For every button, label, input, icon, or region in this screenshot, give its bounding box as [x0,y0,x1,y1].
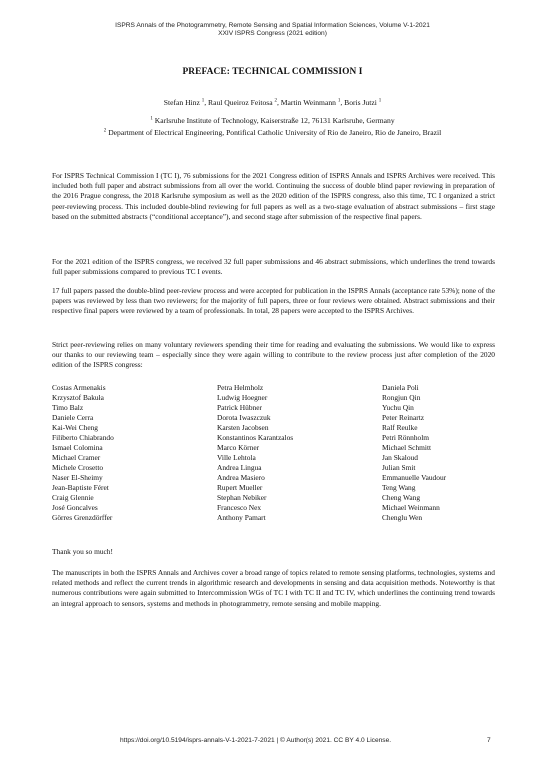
reviewer-name: Karsten Jacobsen [217,423,269,432]
reviewer-name: Görres Grenzdörffer [52,513,113,522]
reviewer-name: Jean-Baptiste Féret [52,483,109,492]
reviewer-name: Daniele Cerra [52,413,94,422]
reviewer-name: Costas Armenakis [52,383,106,392]
reviewer-name: Chenglu Wen [382,513,423,522]
reviewer-name: Marco Körner [217,443,260,452]
author: Raul Queiroz Feitosa $^2$, [208,98,281,107]
paper-title: PREFACE: TECHNICAL COMMISSION I [182,67,363,77]
reviewer-name: Michele Crosetto [52,463,104,472]
reviewer-column-3 [382,383,495,523]
page-number: 7 [487,737,491,744]
paragraph-review-results: 17 full papers passed the double-blind peer-review process and were accepted for publication in the ISPRS Annals (acceptance rate 53%); none of the papers was reviewed by less than two reviewers; for the majority of full papers, three or four reviews were obtained. Abstract submissions and their respective final papers were reviewed by a team of professionals. In total, 28 papers were accepted to the ISPRS Archives. [52,286,495,316]
paragraph-submissions: For ISPRS Technical Commission I (TC I), 76 submissions for the 2021 Congress edition of ISPRS Annals and ISPRS Archives were received. This included both full paper and abstract submissions from all over the world. Continuing the success of double blind paper reviewing in preparation of the 2016 Prague congress, the 2018 Karlsruhe symposium as well as the 2020 edition of the ISPRS congress, also this time, TC I organized a strict peer-reviewing process. This included double-blind reviewing for full papers as well as a two-stage evaluation of abstract submissions – first stage based on the submitted abstracts (“conditional acceptance”), and second stage after submission of the respective final papers. [52,171,495,221]
reviewer-name: Teng Wang [382,483,416,492]
reviewer-name: Andrea Masiero [217,473,265,482]
reviewer-name: Anthony Pamart [217,513,266,522]
reviewer-name: Dorota Iwaszczuk [217,413,271,422]
author-list [0,98,545,107]
running-header [0,22,545,39]
reviewer-name: Michael Schmitt [382,443,432,452]
reviewer-name: Daniela Poli [382,383,419,392]
reviewer-name: Francesco Nex [217,503,262,512]
reviewer-column-2 [217,383,382,523]
reviewer-name: Ismael Colomina [52,443,103,452]
reviewer-name: Naser El-Sheimy [52,473,103,482]
affiliation-1: $^1$ Karlsruhe Institute of Technology, Kaiserstraße 12, 76131 Karlsruhe, Germany [150,116,395,125]
reviewer-name: Jan Skaloud [382,453,418,462]
reviewer-name: Cheng Wang [382,493,421,502]
reviewer-name: Krzysztof Bakuła [52,393,104,402]
reviewer-name: Timo Balz [52,403,84,412]
reviewer-name: Emmanuelle Vaudour [382,473,447,482]
affiliation-2: $^2$ Department of Electrical Engineering, Pontifical Catholic University of Rio de Janeiro, Rio de Janeiro, Brazil [103,128,442,137]
header-line-congress: XXIV ISPRS Congress (2021 edition) [218,30,327,38]
reviewer-list [52,383,495,523]
paragraph-2021-edition: For the 2021 edition of the ISPRS congress, we received 32 full paper submissions and 46 abstract submissions, which underlines the trend towards full paper submissions compared to previous TC I events. [52,257,495,277]
reviewer-name: Yuchu Qin [382,403,414,412]
reviewer-name: Ville Lehtola [217,453,256,462]
reviewer-name: Petra Helmholz [217,383,264,392]
reviewer-name: Michael Cramer [52,453,101,462]
reviewer-name: Andrea Lingua [217,463,262,472]
reviewer-name: Rongjun Qin [382,393,421,402]
reviewer-name: Ludwig Hoegner [217,393,268,402]
reviewer-name: José Goncalves [52,503,98,512]
reviewer-name: Konstantinos Karantzalos [217,433,294,442]
header-line-journal: ISPRS Annals of the Photogrammetry, Remote Sensing and Spatial Information Sciences, Volume V-1-2021 [115,22,430,29]
footer-citation: https://doi.org/10.5194/isprs-annals-V-1-2021-7-2021 | © Author(s) 2021. CC BY 4.0 License. [120,737,392,744]
reviewer-name: Rupert Mueller [217,483,263,492]
paragraph-topics: The manuscripts in both the ISPRS Annals and Archives cover a broad range of topics related to remote sensing platforms, technologies, systems and related methods and reflect the current trends in algorithmic research and developments in sensing and data acquisition methods. Noteworthy is that numerous contributions were again submitted to Intercommission WGs of TC I with TC II and TC IV, which underlines the continuing trend towards an integral approach to sensors, systems and methods in photogrammetry, remote sensing and mobile mapping. [52,568,495,608]
reviewer-name: Patrick Hübner [217,403,262,412]
reviewer-column-1 [52,383,217,523]
author: Martin Weinmann $^1$, [280,98,345,107]
thank-you-line: Thank you so much! [52,547,113,556]
reviewer-name: Michael Weinmann [382,503,440,512]
reviewer-name: Julian Smit [382,463,416,472]
reviewer-name: Petri Rönnholm [382,433,430,442]
author: Boris Jutzi $^1$ [344,98,382,107]
reviewer-name: Peter Reinartz [382,413,425,422]
reviewer-name: Filiberto Chiabrando [52,433,114,442]
reviewer-name: Kai-Wei Cheng [52,423,98,432]
reviewer-name: Stephan Nebiker [217,493,267,502]
paragraph-reviewer-thanks: Strict peer-reviewing relies on many voluntary reviewers spending their time for reading and evaluating the submissions. We would like to express our thanks to our reviewing team – especially since they were again willing to contribute to the review process just after completion of the 2020 edition of the ISPRS congress: [52,340,495,370]
reviewer-name: Ralf Reulke [382,423,418,432]
reviewer-name: Craig Glennie [52,493,94,502]
author: Stefan Hinz $^1$, [163,98,209,107]
